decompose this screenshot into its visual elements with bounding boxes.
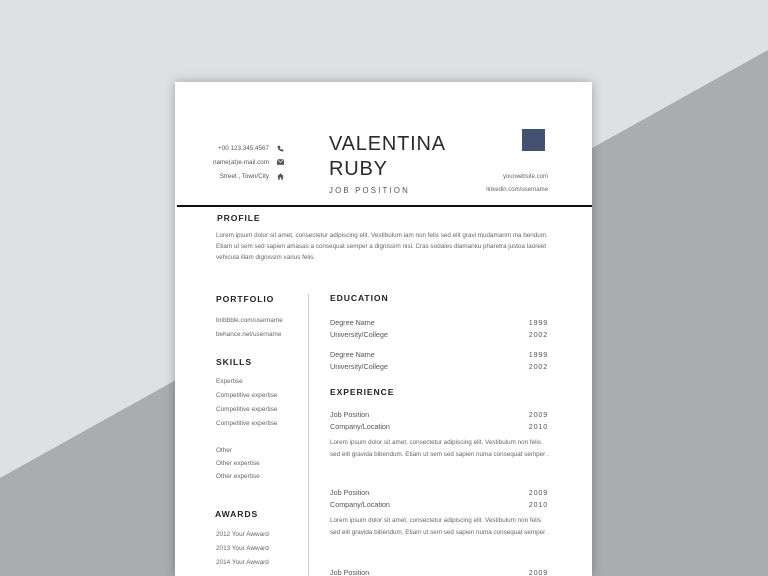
- profile-heading: PROFILE: [217, 213, 261, 223]
- award-item: 2014 Your Awward: [216, 559, 269, 566]
- degree-name: Degree Name: [330, 318, 375, 327]
- job-position-title: JOB POSITION: [329, 186, 410, 195]
- awards-heading: AWARDS: [215, 509, 259, 519]
- experience-row: [330, 422, 548, 431]
- experience-heading: EXPERIENCE: [330, 387, 395, 397]
- experience-description: Lorem ipsum dolor sit amet, consectetur adipiscing elit. Vestibulum non felis sed elit gravida bibendum. Etiam ut sem sed sapien numa consequat semper .: [330, 517, 549, 536]
- experience-row: [330, 410, 548, 419]
- year-start: 1999: [528, 318, 548, 327]
- skill-item: Competitive expertise: [216, 392, 278, 399]
- degree-name: Degree Name: [330, 350, 375, 359]
- education-row: [330, 362, 548, 371]
- year-end: 2002: [528, 362, 548, 371]
- column-divider: [308, 294, 309, 576]
- year-end: 2010: [528, 500, 548, 509]
- skill-item: Competitive expertise: [216, 420, 278, 427]
- accent-square: [522, 129, 545, 151]
- header-divider: [177, 205, 592, 207]
- contact-address: [213, 169, 285, 183]
- job-position: Job Position: [330, 568, 370, 576]
- contact-block: [213, 141, 285, 183]
- experience-row: [330, 488, 548, 497]
- skill-item: Other expertise: [216, 473, 260, 480]
- education-row: [330, 350, 548, 359]
- portfolio-link-behance[interactable]: behance.net/username: [216, 331, 282, 338]
- experience-description: Lorem ipsum dolor sit amet, consectetur adipiscing elit. Vestibulum non felis sed elit gravida bibendum. Etiam ut sem sed sapien numa consequat semper .: [330, 439, 549, 458]
- website-link[interactable]: yourwebsite.com: [502, 174, 548, 180]
- first-name: VALENTINA: [329, 133, 446, 155]
- portfolio-heading: PORTFOLIO: [216, 294, 275, 304]
- linkedin-link[interactable]: linkedin.com/username: [486, 187, 548, 193]
- job-position: Job Position: [330, 488, 370, 497]
- education-row: [330, 318, 548, 327]
- school-name: University/College: [330, 362, 388, 371]
- year-start: 2009: [528, 568, 548, 576]
- year-end: 2002: [528, 330, 548, 339]
- last-name: RUBY: [329, 158, 388, 180]
- home-icon: [275, 173, 285, 180]
- skill-item: Other expertise: [216, 460, 260, 467]
- job-position: Job Position: [330, 410, 370, 419]
- skill-item: Competitive expertise: [216, 406, 278, 413]
- email-icon: [275, 159, 285, 165]
- portfolio-link-dribbble[interactable]: bribbble.com/username: [216, 317, 283, 324]
- school-name: University/College: [330, 330, 388, 339]
- education-heading: EDUCATION: [330, 293, 389, 303]
- skills-heading: SKILLS: [216, 357, 252, 367]
- phone-icon: [275, 145, 285, 152]
- year-end: 2010: [528, 422, 548, 431]
- award-item: 2013 Your Awward: [216, 545, 269, 552]
- email-text: name(at)e-mail.com: [213, 158, 269, 166]
- year-start: 2009: [528, 488, 548, 497]
- education-row: [330, 330, 548, 339]
- resume-page: [175, 82, 592, 576]
- phone-text: +00 123.345.4567: [218, 144, 269, 152]
- year-start: 2009: [528, 410, 548, 419]
- experience-row: [330, 500, 548, 509]
- candidate-name: [329, 132, 446, 182]
- skills-expertise-label: Expertise: [216, 378, 243, 385]
- year-start: 1999: [528, 350, 548, 359]
- contact-email: [213, 155, 285, 169]
- skills-other-label: Other: [216, 447, 232, 454]
- address-text: Street , Town/City: [219, 172, 269, 180]
- company-location: Company/Location: [330, 500, 390, 509]
- award-item: 2012 Your Awward: [216, 531, 269, 538]
- experience-row: [330, 568, 548, 576]
- profile-text: Lorem ipsum dolor sit amet, consectetur adipiscing elit. Vestibulum iam non felis sed elit gravi mudamanm ma bendum. Etiam ut sem sed sapien amasas a consequat semper a dignissim nisl. Cras sodales diamanku pharetra justoa laoreet vehicula illam dignissim varius felis.: [216, 232, 548, 261]
- company-location: Company/Location: [330, 422, 390, 431]
- contact-phone: [213, 141, 285, 155]
